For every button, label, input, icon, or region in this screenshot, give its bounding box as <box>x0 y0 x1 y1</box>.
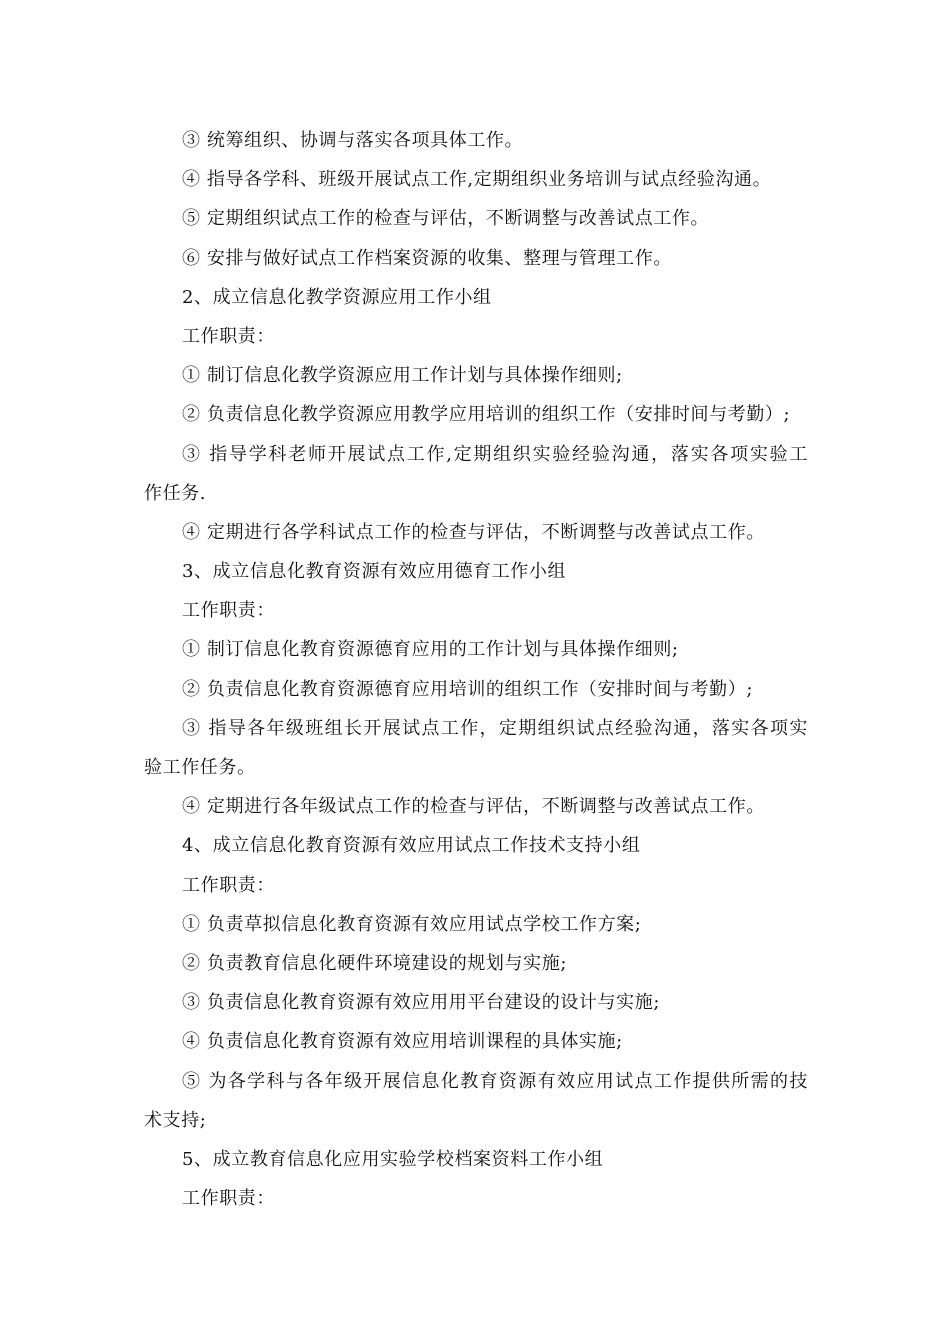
paragraph-line: ⑤ 为各学科与各年级开展信息化教育资源有效应用试点工作提供所需的技 <box>182 1070 808 1092</box>
paragraph-line-continued: 作任务. <box>144 482 207 504</box>
section-heading: 4、成立信息化教育资源有效应用试点工作技术支持小组 <box>182 835 641 857</box>
paragraph-line: ⑥ 安排与做好试点工作档案资源的收集、整理与管理工作。 <box>182 247 672 269</box>
paragraph-line: ② 负责信息化教育资源德育应用培训的组织工作（安排时间与考勤）; <box>182 678 753 700</box>
section-heading: 5、成立教育信息化应用实验学校档案资料工作小组 <box>182 1148 604 1170</box>
paragraph-line-continued: 术支持; <box>144 1109 207 1131</box>
paragraph-line: ④ 负责信息化教育资源有效应用培训课程的具体实施; <box>182 1031 623 1053</box>
paragraph-line: 工作职责： <box>182 600 275 622</box>
paragraph-line: ① 制订信息化教育资源德育应用的工作计划与具体操作细则; <box>182 639 679 661</box>
paragraph-line: ④ 定期进行各学科试点工作的检查与评估，不断调整与改善试点工作。 <box>182 521 765 543</box>
paragraph-line: ③ 指导各年级班组长开展试点工作，定期组织试点经验沟通，落实各项实 <box>182 717 808 739</box>
paragraph-line: ① 制订信息化教学资源应用工作计划与具体操作细则; <box>182 365 623 387</box>
paragraph-line: ④ 定期进行各年级试点工作的检查与评估，不断调整与改善试点工作。 <box>182 796 765 818</box>
document-body <box>144 121 808 1218</box>
paragraph-line: ③ 统筹组织、协调与落实各项具体工作。 <box>182 130 524 151</box>
paragraph-line: ③ 负责信息化教育资源有效应用用平台建设的设计与实施; <box>182 992 660 1014</box>
paragraph-line-continued: 验工作任务。 <box>144 757 256 778</box>
paragraph-line: ① 负责草拟信息化教育资源有效应用试点学校工作方案; <box>182 913 642 935</box>
paragraph-line: ② 负责教育信息化硬件环境建设的规划与实施; <box>182 952 567 974</box>
paragraph-line: 工作职责： <box>182 1188 275 1210</box>
paragraph-line: ② 负责信息化教学资源应用教学应用培训的组织工作（安排时间与考勤）; <box>182 404 791 426</box>
section-heading: 2、成立信息化教学资源应用工作小组 <box>182 286 492 308</box>
paragraph-line: ⑤ 定期组织试点工作的检查与评估，不断调整与改善试点工作。 <box>182 208 710 230</box>
paragraph-line: 工作职责： <box>182 325 275 347</box>
paragraph-line: 工作职责： <box>182 874 275 896</box>
paragraph-line: ③ 指导学科老师开展试点工作,定期组织实验经验沟通，落实各项实验工 <box>182 443 808 465</box>
paragraph-line: ④ 指导各学科、班级开展试点工作,定期组织业务培训与试点经验沟通。 <box>182 169 772 191</box>
section-heading: 3、成立信息化教育资源有效应用德育工作小组 <box>182 561 567 583</box>
